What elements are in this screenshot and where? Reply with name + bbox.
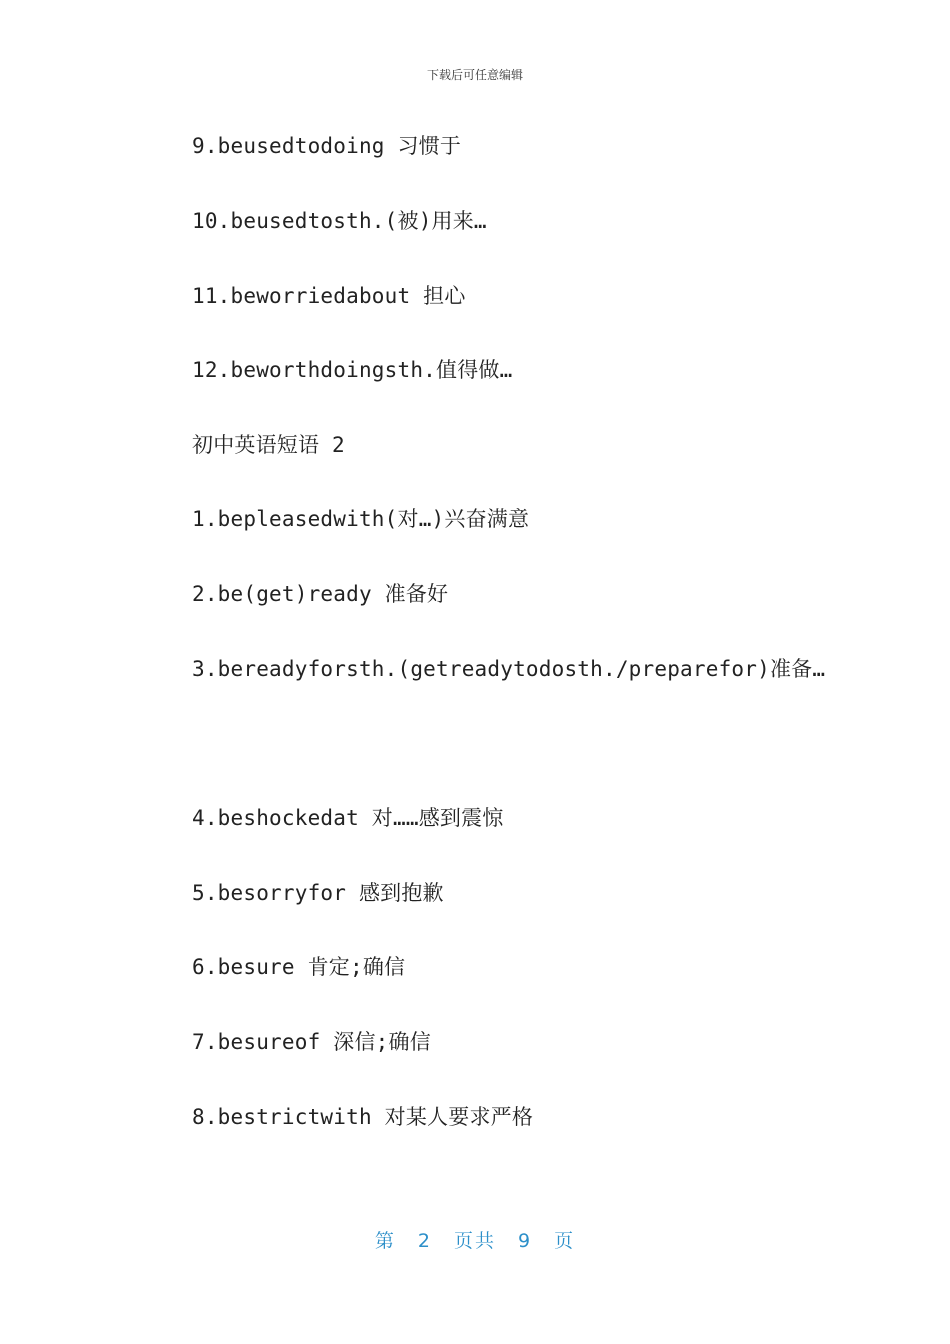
page-footer [0, 1226, 950, 1253]
phrase-line: 9.beusedtodoing 习惯于 [192, 134, 462, 158]
phrase-line: 5.besorryfor 感到抱歉 [192, 881, 444, 905]
phrase-line: 7.besureof 深信;确信 [192, 1030, 431, 1054]
footer-total-pages: 9 [518, 1230, 533, 1252]
phrase-line: 2.be(get)ready 准备好 [192, 582, 449, 606]
phrase-line: 1.bepleasedwith(对…)兴奋满意 [192, 507, 530, 531]
footer-prefix: 第 [374, 1230, 396, 1252]
page-header: 下载后可任意编辑 [426, 68, 523, 82]
phrase-line: 10.beusedtosth.(被)用来… [192, 209, 487, 233]
footer-middle: 页共 [453, 1230, 496, 1252]
section-heading: 初中英语短语 2 [192, 433, 345, 457]
phrase-line: 3.bereadyforsth.(getreadytodosth./preparefor)准备… [192, 657, 826, 681]
footer-suffix: 页 [554, 1230, 576, 1252]
phrase-line: 6.besure 肯定;确信 [192, 955, 406, 979]
phrase-line: 12.beworthdoingsth.值得做… [192, 358, 513, 382]
phrase-line: 11.beworriedabout 担心 [192, 284, 466, 308]
phrase-line: 8.bestrictwith 对某人要求严格 [192, 1105, 534, 1129]
footer-page-number: 2 [417, 1230, 432, 1252]
phrase-line: 4.beshockedat 对……感到震惊 [192, 806, 504, 830]
